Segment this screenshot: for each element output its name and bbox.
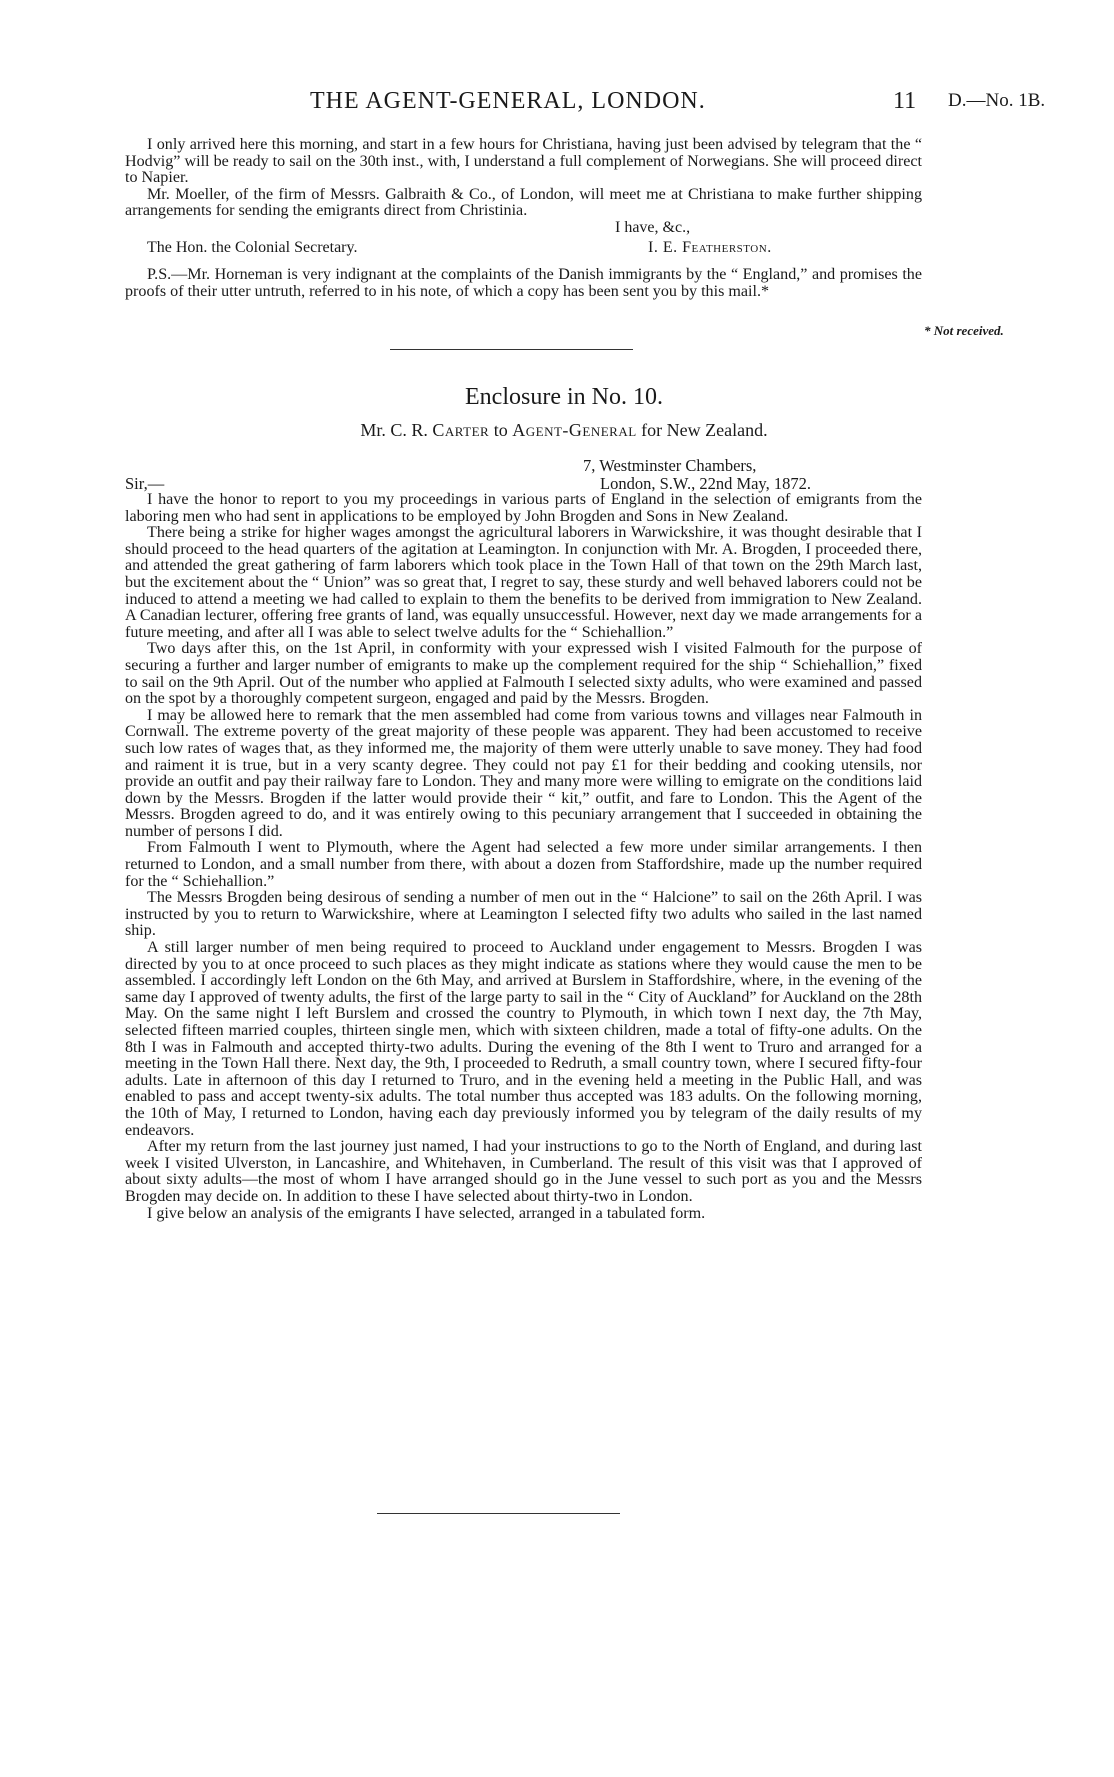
letter-paragraph: I only arrived here this morning, and start in a few hours for Christiana, having just been advised by telegram that the “ Hodvig” will be ready to sail on the 30th inst., with, I understand a full complement of Norwegians. She will proceed direct to Napier. — [125, 136, 922, 187]
running-title: THE AGENT-GENERAL, LONDON. — [310, 88, 706, 114]
letter-one — [125, 137, 922, 300]
enclosure-subtitle — [0, 420, 1114, 441]
subtitle-prefix: Mr. C. R. — [360, 420, 433, 440]
closing-text: I have, &c., — [615, 218, 691, 236]
footnote-margin-note: * Not received. — [924, 323, 1004, 338]
enclosure-paragraph: The Messrs Brogden being desirous of sending a number of men out in the “ Halcione” to sail on the 26th April. I was instructed by you to return to Warwickshire, where at Leamington I selected fifty two adults who sailed in the last named ship. — [125, 889, 922, 940]
enclosure-paragraph: There being a strike for higher wages amongst the agricultural laborers in Warwickshire, it was thought desirable that I should proceed to the head quarters of the agitation at Leamington. In conjunction with Mr. A. Brogden, I proceeded there, and attended the great gathering of farm laborers which took place in the Town Hall of that town on the 29th March last, but the excitement about the “ Union” was so great that, I regret to say, these sturdy and well behaved laborers could not be induced to attend a meeting we had called to explain to them the benefits to be derived from immigration to New Zealand. A Canadian lecturer, offering free grants of land, was equally unsuccessful. However, next day we made arrangements for a future meeting, and after all I was able to select twelve adults for the “ Schiehallion.” — [125, 524, 922, 641]
enclosure-paragraph: I give below an analysis of the emigrants I have selected, arranged in a tabulated form. — [147, 1204, 706, 1222]
address-line-2: London, S.W., 22nd May, 1872. — [600, 474, 811, 493]
subtitle-recipient: Agent-General — [512, 420, 637, 440]
subtitle-to: to — [489, 420, 513, 440]
postscript: P.S.—Mr. Horneman is very indignant at the complaints of the Danish immigrants by the “ England,” and promises the proofs of their utter untruth, referred to in his note, of which a copy has been sent you by this mail.* — [125, 265, 922, 300]
salutation: Sir,— — [125, 474, 165, 493]
enclosure-paragraph: Two days after this, on the 1st April, in conformity with your expressed wish I visited Falmouth for the purpose of securing a further and larger number of emigrants to make up the complement required for the ship “ Schiehallion,” fixed to sail on the 9th April. Out of the number who applied at Falmouth I selected sixty adults, who were examined and passed on the spot by a thoroughly competent surgeon, engaged and paid by the Messrs. Brogden. — [125, 640, 922, 708]
divider-rule-bottom — [377, 1513, 620, 1514]
subtitle-sender: Carter — [432, 420, 490, 440]
address-line-1: 7, Westminster Chambers, — [583, 456, 757, 475]
enclosure-letter — [125, 492, 922, 1222]
enclosure-paragraph: I may be allowed here to remark that the men assembled had come from various towns and villages near Falmouth in Cornwall. The extreme poverty of the great majority of these people was apparent. They had been accustomed to receive such low rates of wages that, as they informed me, the majority of them were utterly unable to save money. They had food and raiment it is true, but in a very scanty degree. They could not pay £1 for their bedding and cooking utensils, nor provide an outfit and pay their railway fare to London. They and many more were willing to emigrate on the conditions laid down by the Messrs. Brogden if the latter would provide their “ kit,” outfit, and fare to London. This the Agent of the Messrs. Brogden agreed to do, and it was entirely owing to this pecuniary arrangement that I succeeded in obtaining the number of persons I did. — [125, 706, 923, 840]
closing-row — [125, 220, 922, 237]
page-number: 11 — [893, 88, 917, 114]
enclosure-paragraph: I have the honor to report to you my proceedings in various parts of England in the selection of emigrants from the laboring men who had sent in applications to be employed by John Brogden and Sons in New Zealand. — [125, 491, 922, 525]
letter-paragraph: Mr. Moeller, of the firm of Messrs. Galbraith & Co., of London, will meet me at Christiana to make further shipping arrangements for sending the emigrants direct from Christinia. — [125, 185, 922, 220]
signature: I. E. Featherston. — [648, 238, 772, 256]
document-code: D.—No. 1B. — [948, 90, 1046, 111]
signature-row — [125, 240, 922, 257]
enclosure-paragraph: After my return from the last journey just named, I had your instructions to go to the North of England, and during last week I visited Ulverston, in Lancashire, and Whitehaven, in Cumberland. The result of this visit was that I approved of about sixty adults—the most of whom I have arranged should go in the June vessel to such port as you and the Messrs Brogden may decide on. In addition to these I have selected about thirty-two in London. — [125, 1138, 922, 1205]
enclosure-title: Enclosure in No. 10. — [465, 384, 663, 410]
enclosure-paragraph: From Falmouth I went to Plymouth, where the Agent had selected a few more under similar arrangements. I then returned to London, and a small number from there, with about a dozen from Staffordshire, made up the number required for the “ Schiehallion.” — [125, 839, 922, 890]
addressee: The Hon. the Colonial Secretary. — [147, 238, 358, 256]
divider-rule — [390, 349, 633, 350]
subtitle-suffix: for New Zealand. — [636, 420, 768, 440]
page-header — [0, 88, 1114, 118]
enclosure-paragraph: A still larger number of men being required to proceed to Auckland under engagement to Messrs. Brogden I was directed by you to at once proceed to such places as they might indicate as stations where they would cause the men to be assembled. I accordingly left London on the 6th May, and arrived at Burslem in Staffordshire, where, in the evening of the same day I approved of twenty adults, the first of the large party to sail in the “ City of Auckland” for Auckland on the 28th May. On the same night I left Burslem and crossed the country to Plymouth, in which town I next day, the 7th May, selected fifteen married couples, thirteen single men, which with sixteen children, made a total of fifty-one adults. On the 8th I was in Falmouth and accepted thirty-two adults. During the evening of the 8th I went to Truro and arranged for a meeting in the Town Hall there. Next day, the 9th, I proceeded to Redruth, a small country town, where I secured fifty-four adults. Late in afternoon of this day I returned to Truro, and in the evening held a meeting in the Public Hall, and was enabled to pass and accept twenty-six adults. The total number thus accepted was 183 adults. On the following morning, the 10th of May, I returned to London, having each day previously informed you by telegram of the daily results of my endeavors. — [125, 939, 922, 1139]
